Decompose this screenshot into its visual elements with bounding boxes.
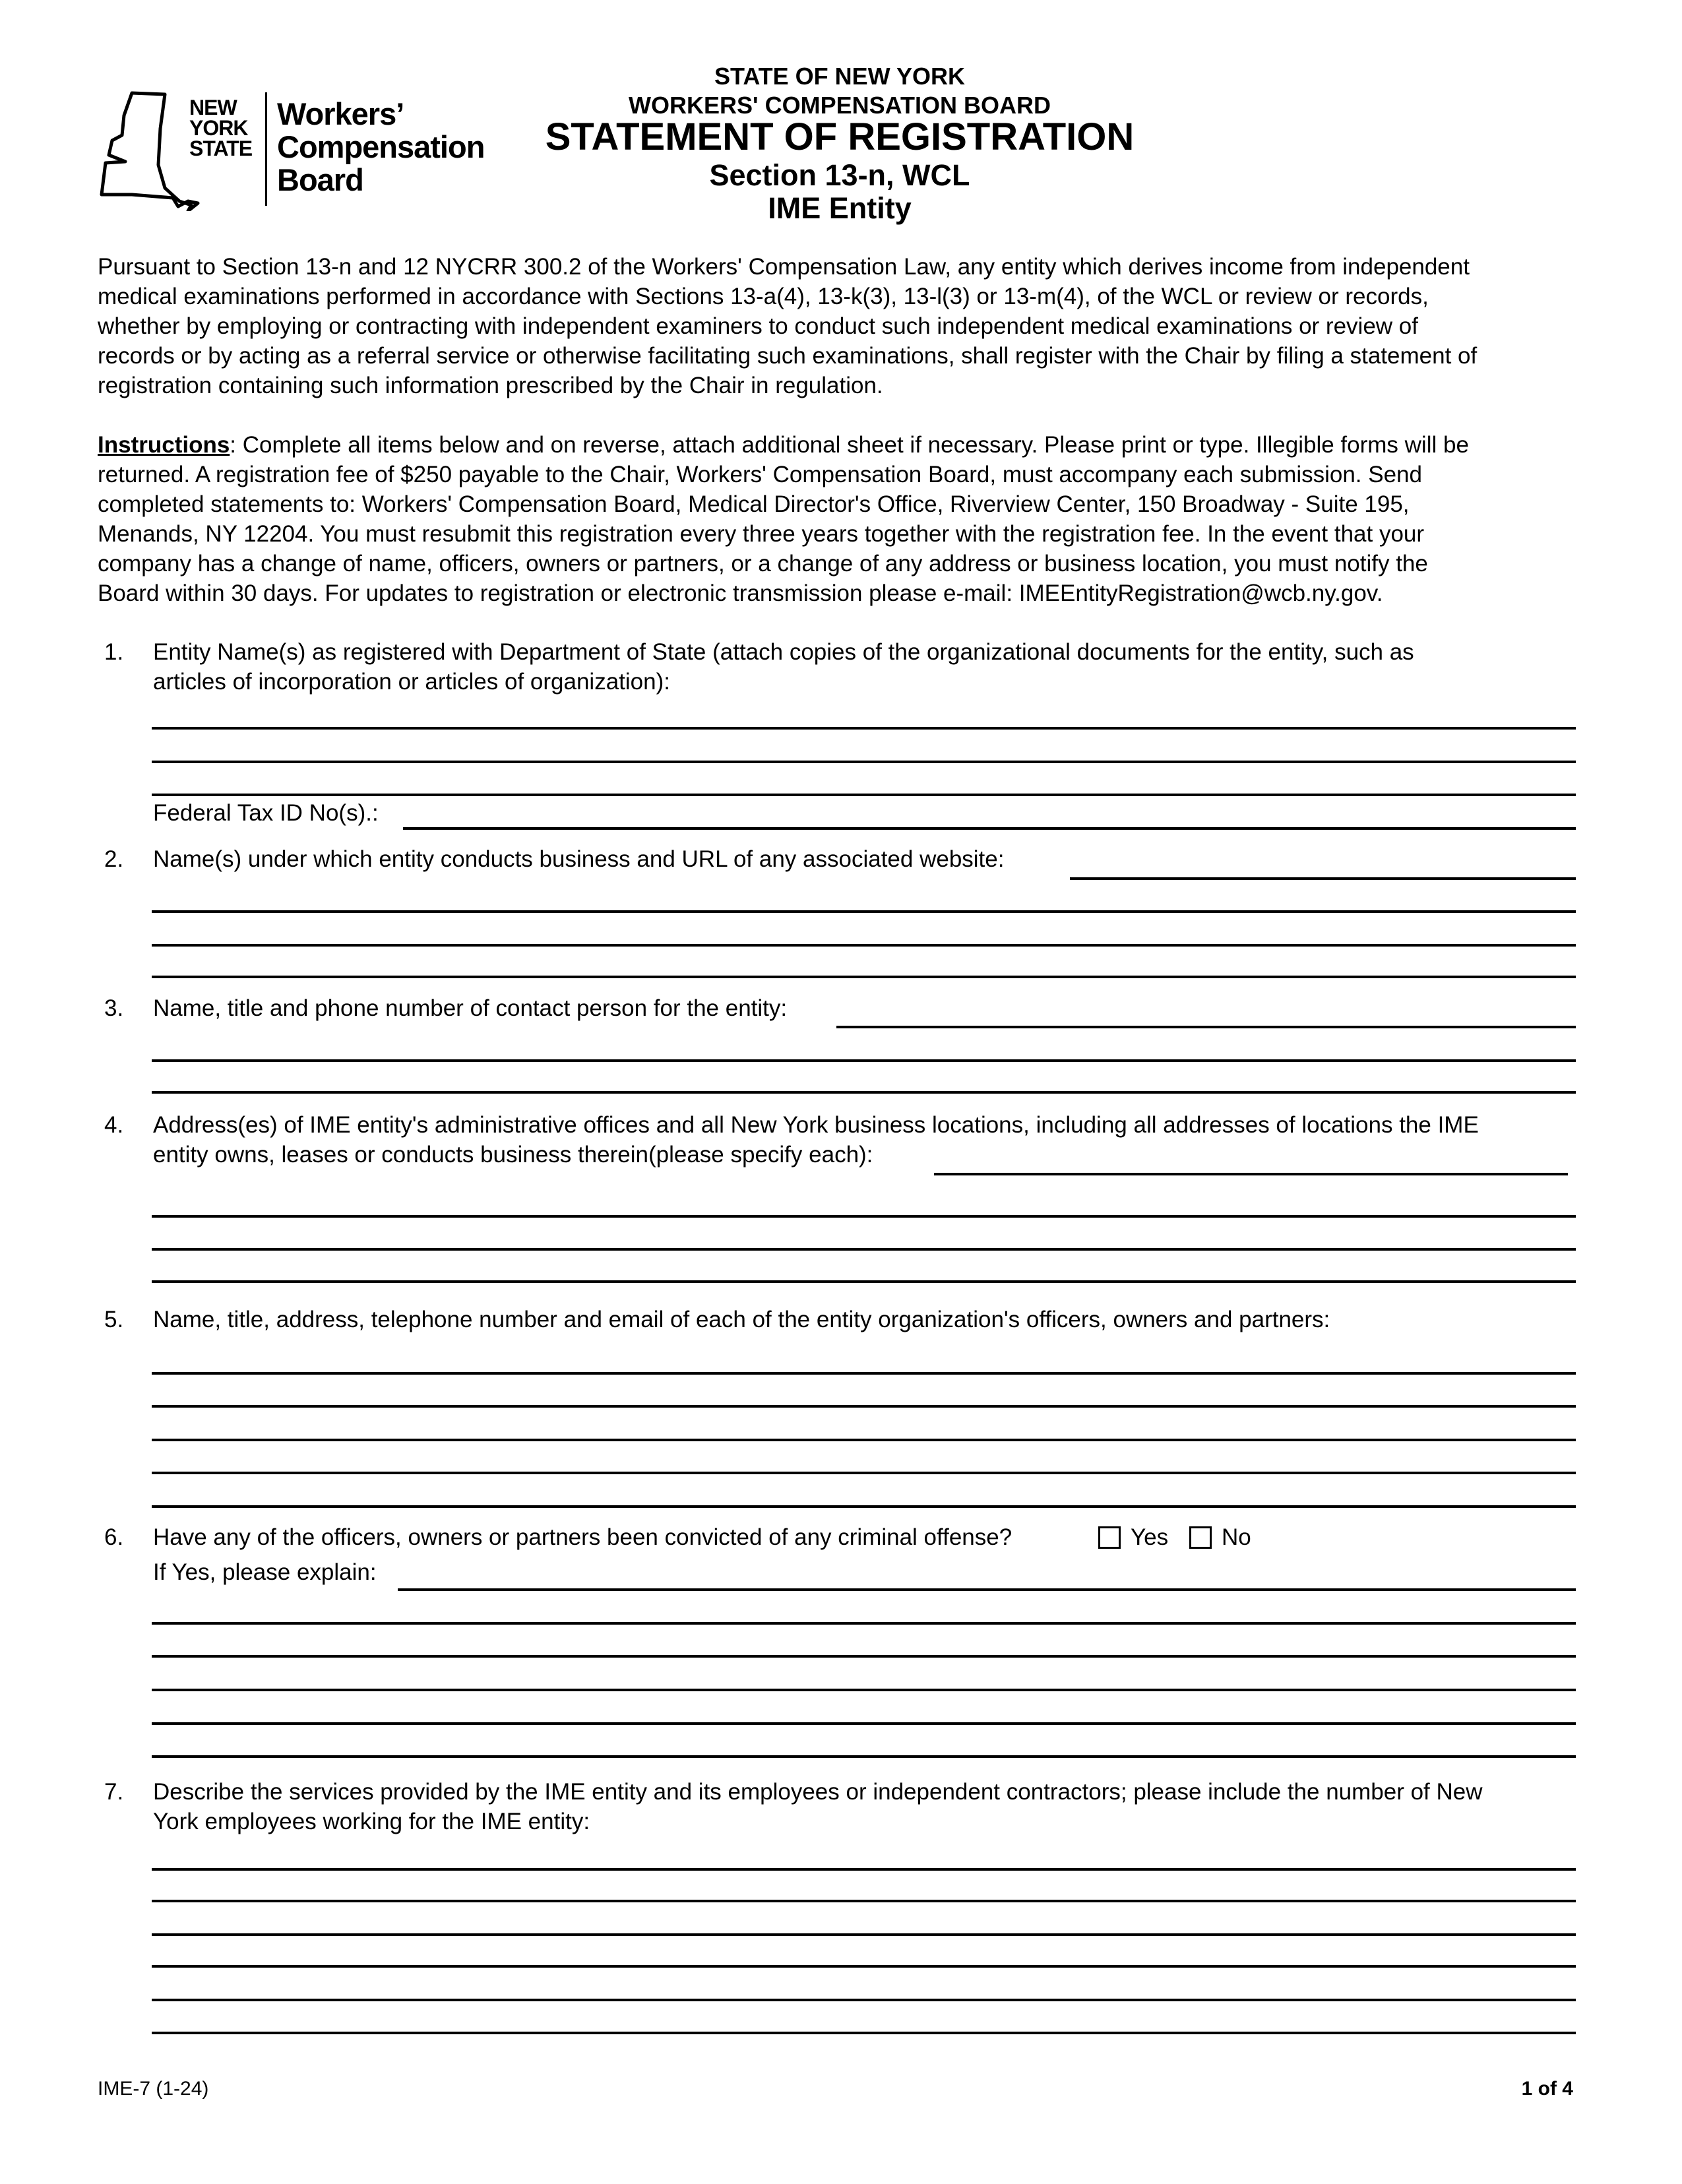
explanation-field[interactable] [152,1755,1576,1758]
page-number: 1 of 4 [1521,2078,1573,2100]
item-label-line: York employees working for the IME entity: [153,1809,590,1834]
instructions-line: completed statements to: Workers' Compensation Board, Medical Director's Office, Riverview Center, 150 Broadway - Suite 195, [98,491,1410,517]
officers-field[interactable] [152,1405,1576,1408]
item-label-line: Describe the services provided by the IME entity and its employees or independent contractors; please include the number of New [153,1779,1483,1805]
logo-workers: Workers’ [277,96,404,131]
addresses-field[interactable] [152,1248,1576,1251]
form-number: IME-7 (1-24) [98,2078,209,2100]
intro-line: whether by employing or contracting with independent examiners to conduct such independent medical examinations or review of [98,313,1418,339]
addresses-field[interactable] [934,1173,1568,1175]
business-names-field[interactable] [152,944,1576,947]
explanation-field[interactable] [398,1588,1576,1591]
logo-new: NEW [189,96,237,119]
federal-tax-id-field[interactable] [403,827,1576,830]
item-1-label [153,637,1414,697]
intro-paragraph [98,252,1477,400]
contact-person-field[interactable] [836,1026,1576,1028]
services-field[interactable] [152,1933,1576,1936]
services-field[interactable] [152,1868,1576,1871]
item-number: 3. [104,995,124,1021]
header-state: STATE OF NEW YORK [714,63,965,90]
item-5-label: Name, title, address, telephone number and email of each of the entity organization's officers, owners and partners: [153,1307,1330,1332]
officers-field[interactable] [152,1505,1576,1508]
yes-label: Yes [1131,1524,1169,1550]
entity-name-field[interactable] [152,794,1576,796]
header-subtitle: IME Entity [768,191,912,225]
no-checkbox[interactable] [1189,1526,1212,1549]
explanation-field[interactable] [152,1655,1576,1658]
page-title: STATEMENT OF REGISTRATION [545,115,1135,158]
services-field[interactable] [152,1999,1576,2001]
business-names-field[interactable] [152,910,1576,913]
entity-name-field[interactable] [152,761,1576,763]
item-label-line: articles of incorporation or articles of organization): [153,669,670,695]
item-2-label: Name(s) under which entity conducts business and URL of any associated website: [153,846,1005,872]
officers-field[interactable] [152,1472,1576,1474]
explanation-field[interactable] [152,1689,1576,1691]
yes-checkbox[interactable] [1098,1526,1121,1549]
item-4-label [153,1110,1479,1170]
business-names-field[interactable] [1070,877,1576,880]
entity-name-field[interactable] [152,727,1576,730]
instructions-line: Menands, NY 12204. You must resubmit this registration every three years together with the registration fee. In the event that your [98,521,1425,547]
logo-state: STATE [189,137,253,160]
instructions-line: returned. A registration fee of $250 payable to the Chair, Workers' Compensation Board, must accompany each submission. Send [98,462,1422,487]
intro-line: medical examinations performed in accordance with Sections 13-a(4), 13-k(3), 13-l(3) or 13-m(4), of the WCL or review or records, [98,284,1429,309]
item-number: 5. [104,1307,124,1332]
item-label-line: Entity Name(s) as registered with Department of State (attach copies of the organizational documents for the entity, such as [153,639,1414,665]
contact-person-field[interactable] [152,1091,1576,1094]
item-7-label [153,1777,1483,1836]
business-names-field[interactable] [152,976,1576,978]
item-number: 1. [104,639,124,665]
logo-york: YORK [189,116,248,140]
instructions-label: Instructions [98,432,230,458]
item-number: 2. [104,846,124,872]
intro-line: Pursuant to Section 13-n and 12 NYCRR 300.2 of the Workers' Compensation Law, any entity which derives income from independent [98,254,1470,280]
logo-board: Board [277,162,363,197]
officers-field[interactable] [152,1439,1576,1441]
logo-compensation: Compensation [277,129,485,164]
services-field[interactable] [152,1965,1576,1968]
federal-tax-id-label: Federal Tax ID No(s).: [153,800,379,826]
explanation-field[interactable] [152,1622,1576,1625]
officers-field[interactable] [152,1372,1576,1375]
explanation-field[interactable] [152,1722,1576,1725]
services-field[interactable] [152,1900,1576,1902]
addresses-field[interactable] [152,1280,1576,1283]
intro-line: records or by acting as a referral service or otherwise facilitating such examinations, shall register with the Chair by filing a statement of [98,343,1478,369]
item-number: 7. [104,1779,124,1805]
item-label-line: entity owns, leases or conducts business therein(please specify each): [153,1142,873,1168]
instructions-line: company has a change of name, officers, owners or partners, or a change of any address or business location, you must notify the [98,551,1428,577]
contact-person-field[interactable] [152,1059,1576,1062]
instructions-paragraph [98,430,1469,608]
header-board: WORKERS' COMPENSATION BOARD [629,92,1051,119]
header-section: Section 13-n, WCL [709,158,970,192]
item-number: 4. [104,1112,124,1138]
services-field[interactable] [152,2032,1576,2034]
instructions-line: Board within 30 days. For updates to registration or electronic transmission please e-mail: IMEEntityRegistration@wcb.ny.gov. [98,580,1383,606]
item-6-label: Have any of the officers, owners or partners been convicted of any criminal offense? [153,1524,1012,1550]
instructions-line: : Complete all items below and on reverse, attach additional sheet if necessary. Please print or type. Illegible forms will be [230,432,1469,458]
intro-line: registration containing such information prescribed by the Chair in regulation. [98,373,883,398]
if-yes-label: If Yes, please explain: [153,1559,377,1585]
item-label-line: Address(es) of IME entity's administrative offices and all New York business locations, including all addresses of locations the IME [153,1112,1479,1138]
no-label: No [1222,1524,1251,1550]
item-number: 6. [104,1524,124,1550]
addresses-field[interactable] [152,1215,1576,1218]
item-3-label: Name, title and phone number of contact person for the entity: [153,995,788,1021]
